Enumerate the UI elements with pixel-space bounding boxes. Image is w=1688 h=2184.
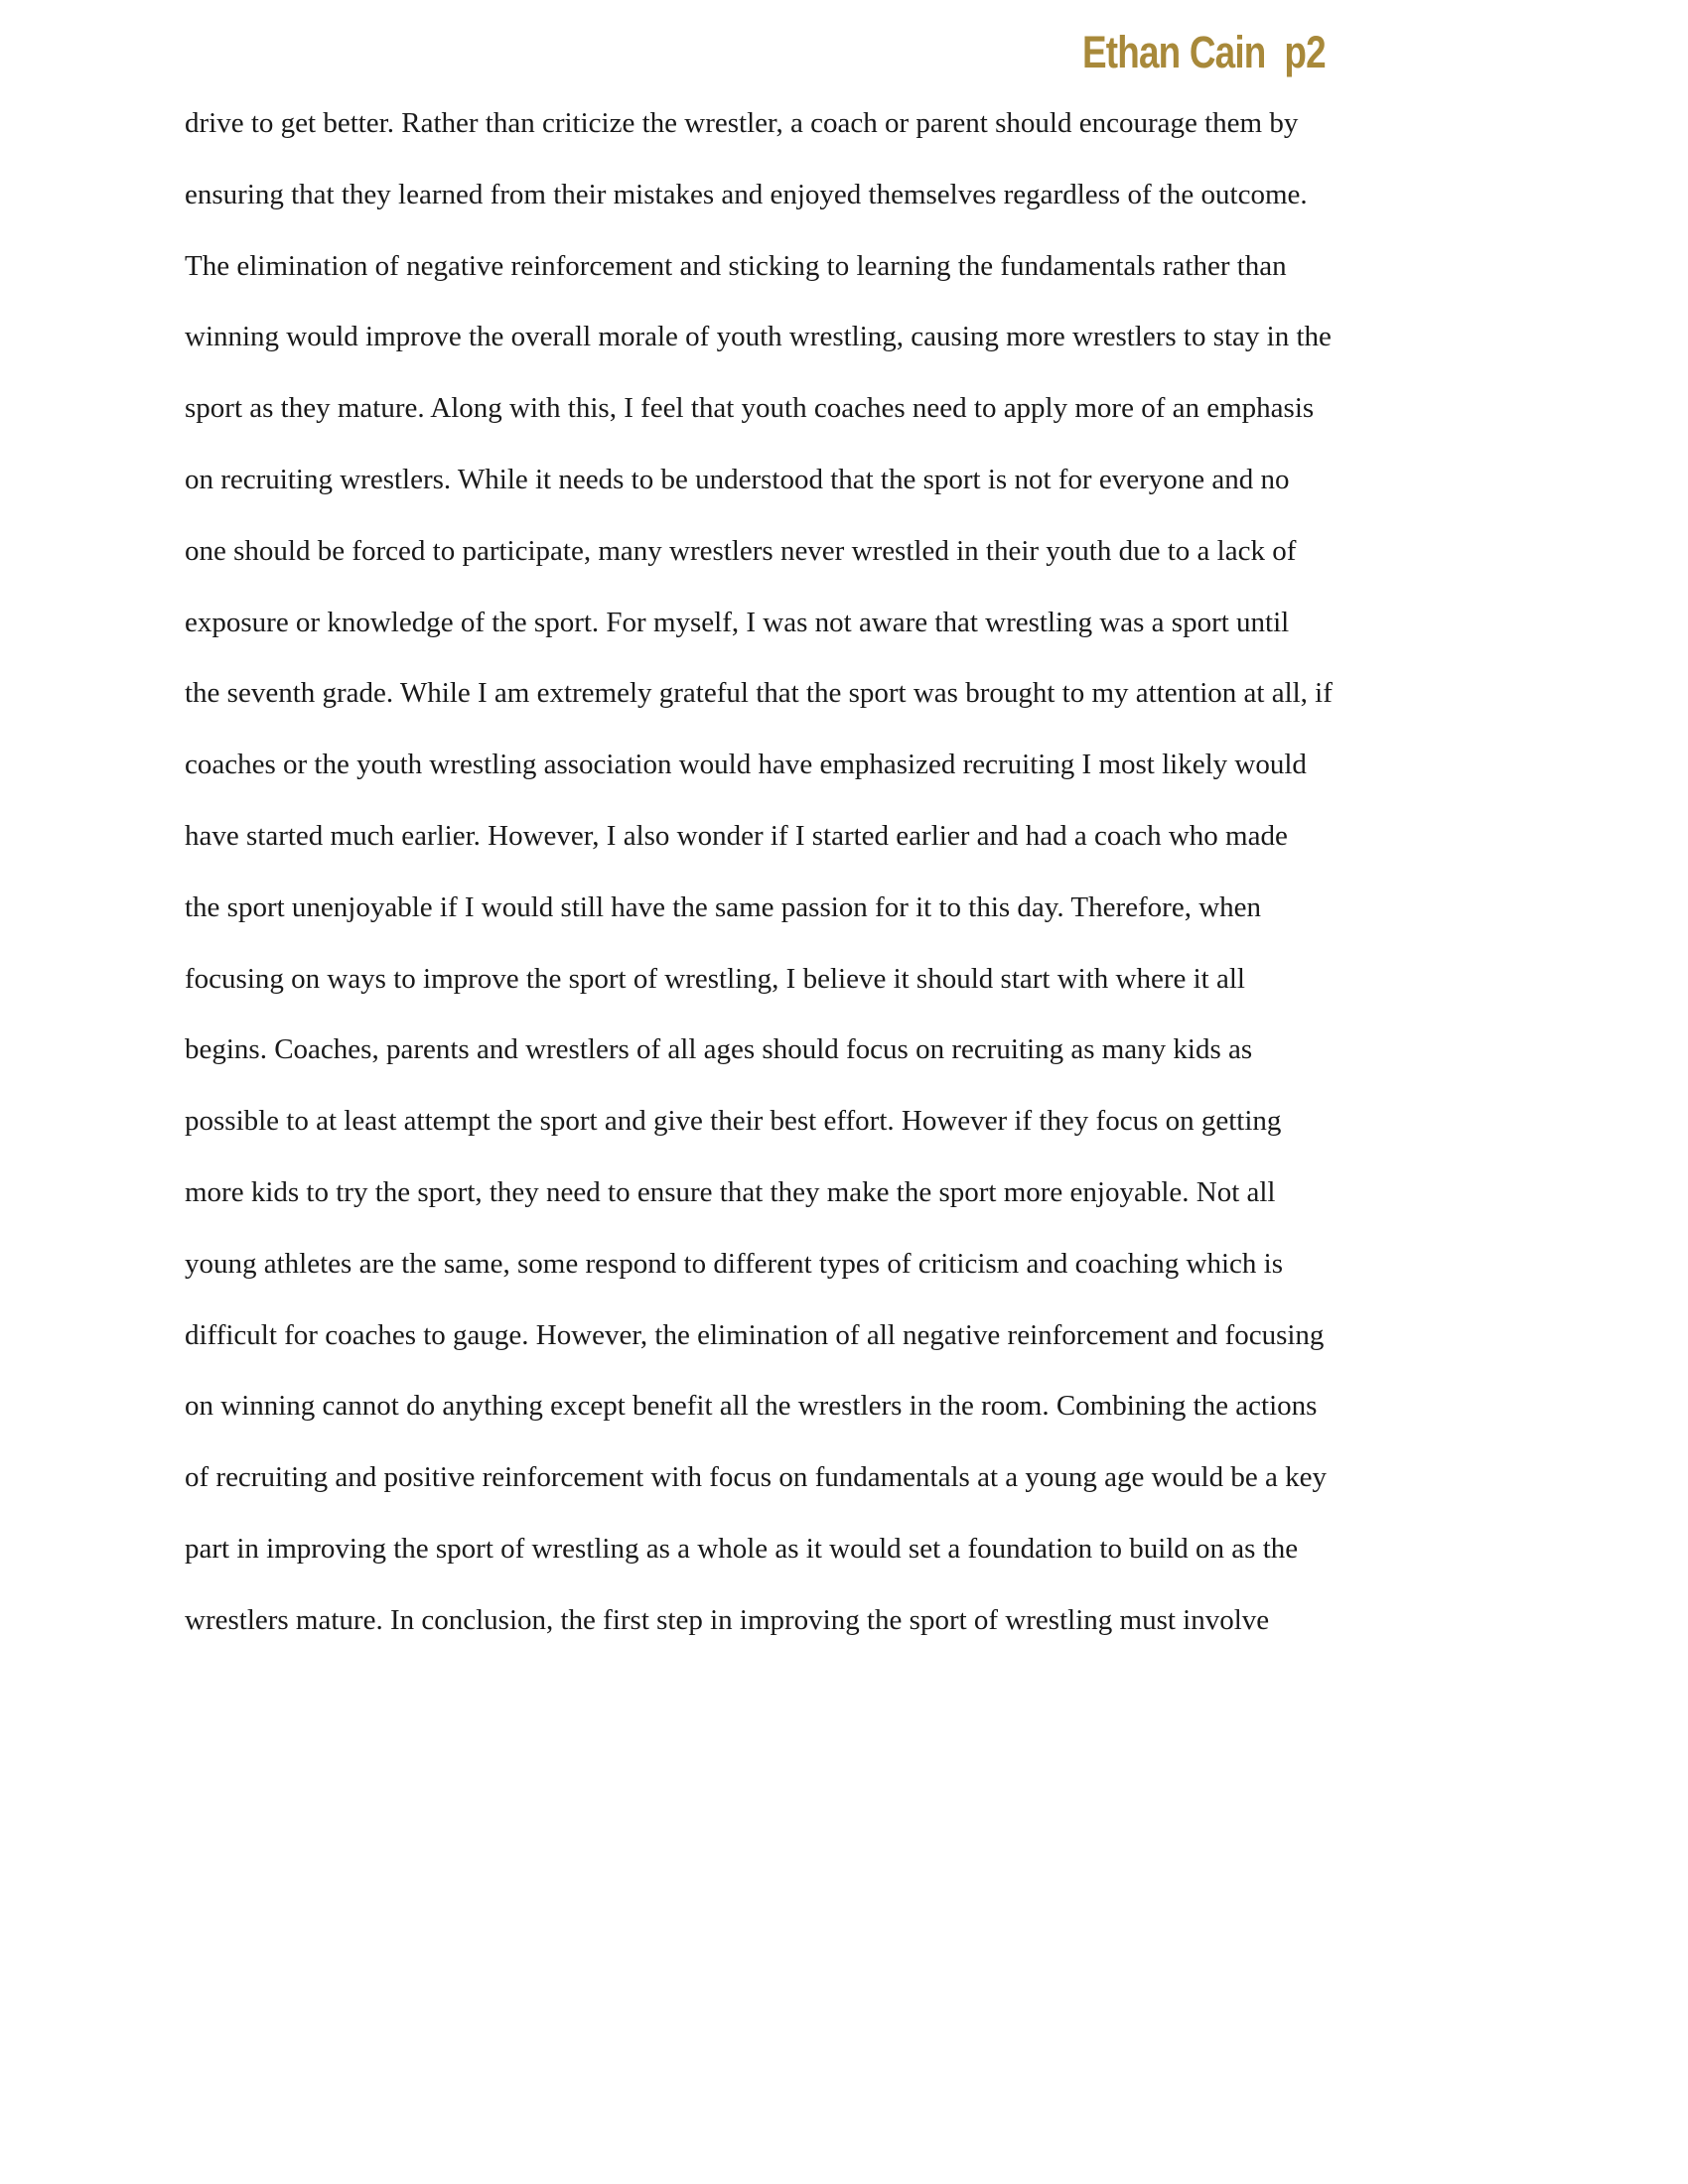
text-line: wrestlers mature. In conclusion, the first step in improving the sport of wrestling must involve xyxy=(185,1603,1270,1636)
text-line: focusing on ways to improve the sport of wrestling, I believe it should start with where it all xyxy=(185,962,1245,995)
text-line: the seventh grade. While I am extremely grateful that the sport was brought to my attention at all, if xyxy=(185,677,1333,710)
page-header-author-page: Ethan Cain p2 xyxy=(1082,27,1326,77)
text-line: The elimination of negative reinforcement and sticking to learning the fundamentals rather than xyxy=(185,249,1287,282)
text-line: begins. Coaches, parents and wrestlers of all ages should focus on recruiting as many kids as xyxy=(185,1033,1253,1066)
text-line: part in improving the sport of wrestling as a whole as it would set a foundation to build on as the xyxy=(185,1532,1299,1565)
body-paragraph xyxy=(185,95,1376,1664)
text-line: drive to get better. Rather than criticize the wrestler, a coach or parent should encourage them by xyxy=(185,107,1299,139)
text-line: on winning cannot do anything except benefit all the wrestlers in the room. Combining the actions xyxy=(185,1390,1318,1423)
text-line: on recruiting wrestlers. While it needs to be understood that the sport is not for everyone and no xyxy=(185,463,1290,495)
text-line: sport as they mature. Along with this, I feel that youth coaches need to apply more of an emphasis xyxy=(185,392,1315,425)
text-line: one should be forced to participate, many wrestlers never wrestled in their youth due to a lack of xyxy=(185,534,1297,567)
text-line: coaches or the youth wrestling association would have emphasized recruiting I most likely would xyxy=(185,749,1307,781)
text-line: winning would improve the overall morale of youth wrestling, causing more wrestlers to stay in the xyxy=(185,321,1332,353)
text-line: ensuring that they learned from their mistakes and enjoyed themselves regardless of the outcome. xyxy=(185,178,1308,210)
text-line: difficult for coaches to gauge. However, the elimination of all negative reinforcement and focusing xyxy=(185,1318,1325,1351)
text-line: young athletes are the same, some respond to different types of criticism and coaching which is xyxy=(185,1247,1283,1280)
text-line: exposure or knowledge of the sport. For myself, I was not aware that wrestling was a sport until xyxy=(185,606,1290,638)
text-line: have started much earlier. However, I also wonder if I started earlier and had a coach who made xyxy=(185,819,1288,852)
text-line: possible to at least attempt the sport and give their best effort. However if they focus on getting xyxy=(185,1105,1282,1138)
text-line: more kids to try the sport, they need to ensure that they make the sport more enjoyable. Not all xyxy=(185,1175,1276,1208)
text-line: of recruiting and positive reinforcement with focus on fundamentals at a young age would be a key xyxy=(185,1461,1327,1494)
text-line: the sport unenjoyable if I would still have the same passion for it to this day. Therefore, when xyxy=(185,890,1262,923)
